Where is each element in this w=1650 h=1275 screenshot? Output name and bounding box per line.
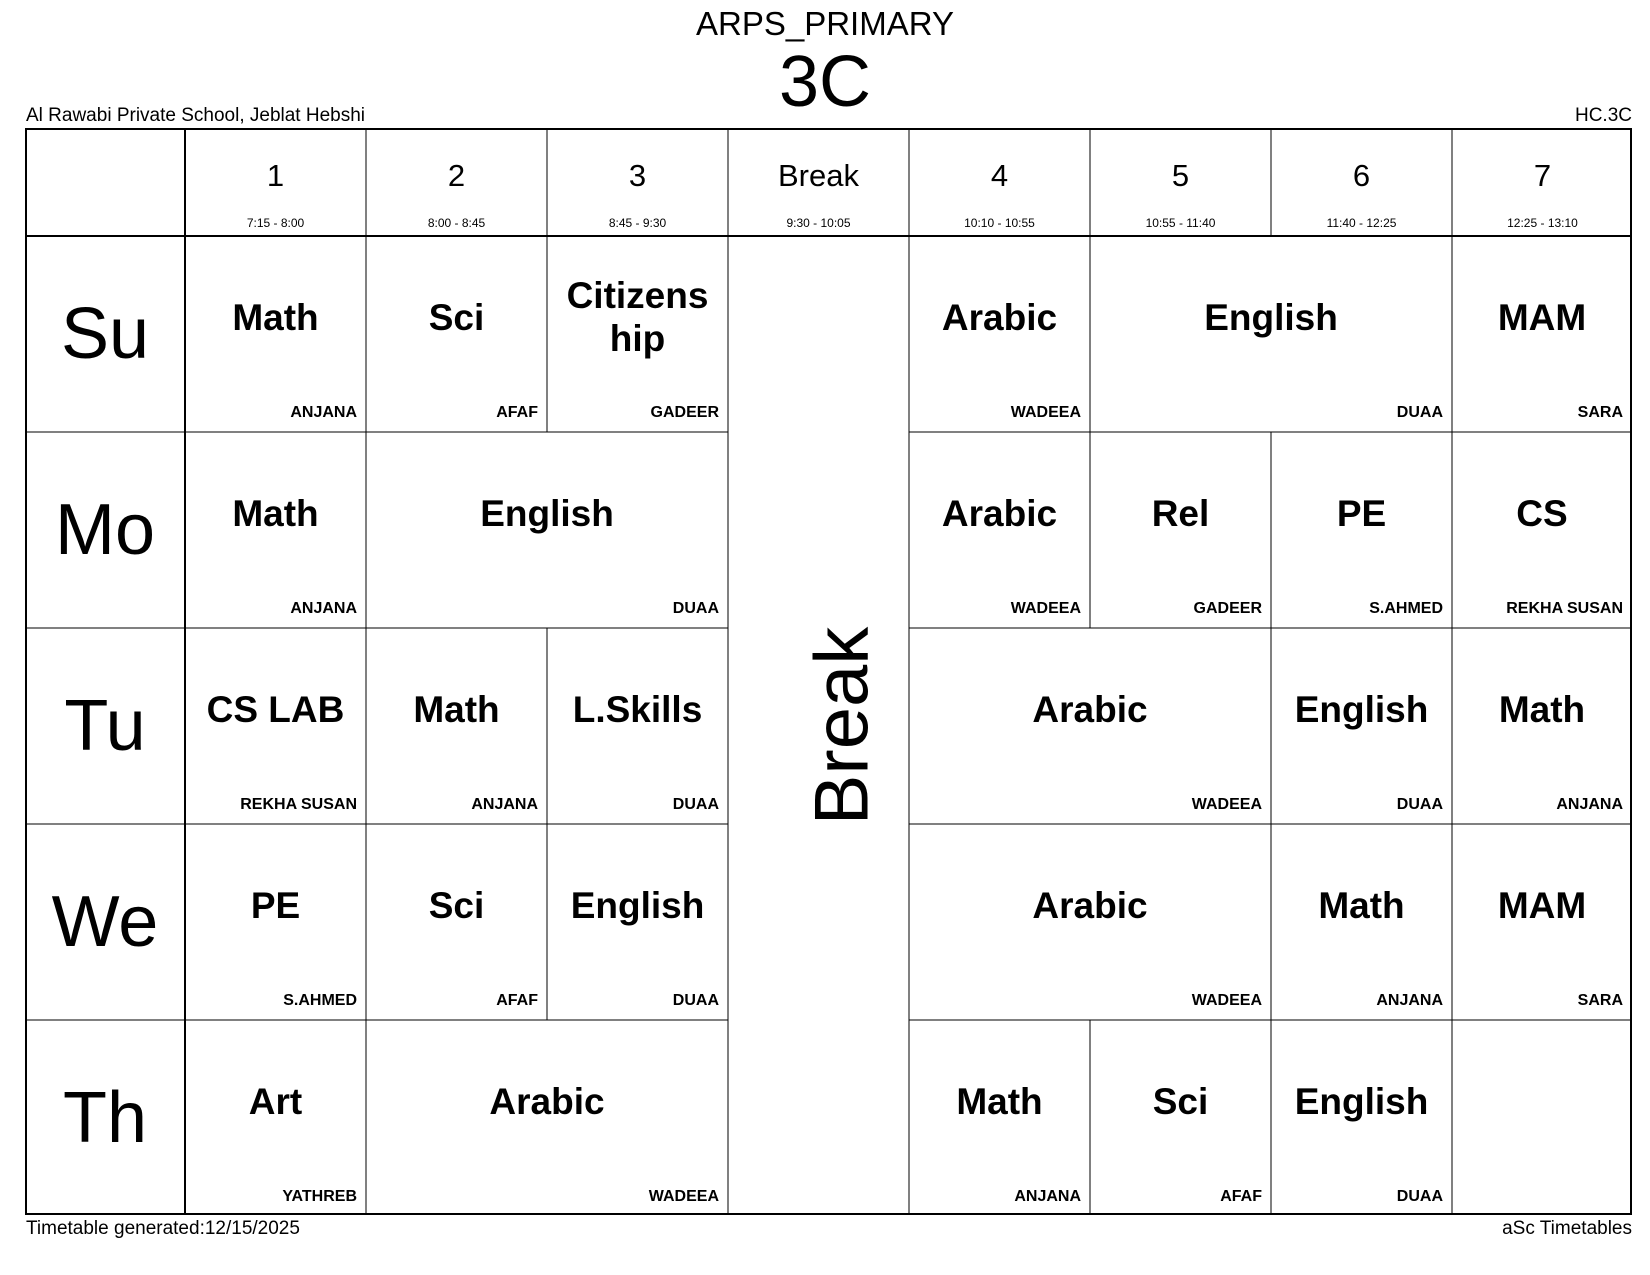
school-name: Al Rawabi Private School, Jeblat Hebshi — [26, 105, 366, 126]
lesson-teacher: ANJANA — [290, 600, 357, 617]
lesson-cell — [1271, 824, 1452, 1020]
lesson-subject: Math — [413, 688, 500, 730]
period-time: 8:00 - 8:45 — [427, 216, 486, 230]
lesson-subject: MAM — [1497, 296, 1587, 338]
lesson-subject: MAM — [1497, 884, 1587, 926]
lesson-cell — [185, 824, 366, 1020]
lesson-cell — [366, 236, 547, 432]
day-label: Th — [62, 1078, 148, 1158]
lesson-subject: Art — [248, 1080, 303, 1122]
day-label: Mo — [54, 490, 156, 570]
lesson-teacher: REKHA SUSAN — [1506, 600, 1623, 617]
lesson-cell — [1452, 628, 1632, 824]
lesson-subject: Arabic — [941, 492, 1058, 534]
lesson-cell — [1271, 1020, 1452, 1216]
timetable-grid — [25, 128, 1632, 1215]
period-label: 7 — [1533, 158, 1552, 193]
period-time: 8:45 - 9:30 — [608, 216, 667, 230]
lesson-subject: Sci — [1152, 1080, 1209, 1122]
lesson-subject: CS LAB — [206, 688, 345, 730]
period-label: Break — [778, 158, 859, 193]
lesson-subject: Math — [956, 1080, 1043, 1122]
lesson-teacher: WADEEA — [1191, 796, 1262, 813]
lesson-teacher: S.AHMED — [1369, 600, 1443, 617]
lesson-teacher: SARA — [1577, 992, 1623, 1009]
day-label: Tu — [64, 686, 146, 766]
lesson-cell — [1090, 432, 1271, 628]
lesson-teacher: AFAF — [496, 404, 538, 421]
lesson-teacher: ANJANA — [471, 796, 538, 813]
lesson-cell — [1271, 628, 1452, 824]
lesson-subject: Arabic — [489, 1080, 605, 1122]
period-label: 6 — [1352, 158, 1371, 193]
period-label: 3 — [628, 158, 647, 193]
lesson-subject: Arabic — [1032, 688, 1148, 730]
lesson-subject: L.Skills — [572, 688, 703, 730]
lesson-cell — [909, 824, 1271, 1020]
lesson-subject: PE — [1336, 492, 1387, 534]
lesson-cell — [1090, 1020, 1271, 1216]
lesson-subject: Math — [232, 296, 319, 338]
period-time: 11:40 - 12:25 — [1326, 216, 1397, 230]
period-label: 2 — [447, 158, 466, 193]
lesson-cell — [185, 1020, 366, 1216]
lesson-subject: English — [1204, 296, 1338, 338]
lesson-cell — [909, 1020, 1090, 1216]
lesson-cell — [1452, 236, 1632, 432]
lesson-subject: CS — [1516, 492, 1568, 534]
lesson-cell — [547, 824, 728, 1020]
lesson-teacher: ANJANA — [1014, 1188, 1081, 1205]
lesson-subject: Sci — [428, 884, 485, 926]
lesson-teacher: AFAF — [496, 992, 538, 1009]
lesson-teacher: REKHA SUSAN — [240, 796, 357, 813]
lesson-teacher: DUAA — [1396, 404, 1443, 421]
lesson-subject: Math — [1318, 884, 1405, 926]
period-label: 5 — [1171, 158, 1190, 193]
lesson-subject: Citizens hip — [566, 275, 709, 359]
organization-title: ARPS_PRIMARY — [696, 5, 954, 42]
lesson-teacher: DUAA — [672, 796, 719, 813]
lesson-cell — [366, 824, 547, 1020]
period-label: 4 — [990, 158, 1009, 193]
lesson-subject: English — [570, 884, 705, 926]
lesson-subject: Arabic — [1032, 884, 1148, 926]
lesson-cell — [366, 628, 547, 824]
class-title: 3C — [778, 42, 872, 122]
period-label: 1 — [266, 158, 285, 193]
lesson-subject: English — [1294, 688, 1429, 730]
lesson-cell — [909, 432, 1090, 628]
lesson-teacher: WADEEA — [1010, 600, 1081, 617]
lesson-teacher: ANJANA — [290, 404, 357, 421]
lesson-cell — [547, 236, 728, 432]
lesson-teacher: DUAA — [1396, 1188, 1443, 1205]
lesson-teacher: GADEER — [650, 404, 719, 421]
period-time: 9:30 - 10:05 — [786, 216, 851, 230]
lesson-teacher: ANJANA — [1376, 992, 1443, 1009]
lesson-subject: PE — [250, 884, 301, 926]
lesson-teacher: WADEEA — [1010, 404, 1081, 421]
lesson-teacher: S.AHMED — [283, 992, 357, 1009]
day-label: Su — [60, 294, 150, 374]
lesson-teacher: WADEEA — [1191, 992, 1262, 1009]
lesson-cell — [1452, 432, 1632, 628]
period-time: 10:55 - 11:40 — [1145, 216, 1216, 230]
lesson-subject: English — [1294, 1080, 1429, 1122]
lesson-cell — [185, 432, 366, 628]
lesson-teacher: YATHREB — [282, 1188, 357, 1205]
lesson-cell — [909, 628, 1271, 824]
lesson-cell — [185, 236, 366, 432]
lesson-teacher: DUAA — [672, 992, 719, 1009]
lesson-teacher: AFAF — [1220, 1188, 1262, 1205]
break-label: Break — [799, 626, 885, 825]
lesson-subject: Math — [232, 492, 319, 534]
lesson-cell — [1090, 236, 1452, 432]
class-code: HC.3C — [1574, 105, 1632, 126]
lesson-cell — [1271, 432, 1452, 628]
lesson-subject: Arabic — [941, 296, 1058, 338]
period-time: 10:10 - 10:55 — [964, 216, 1035, 230]
lesson-subject: English — [480, 492, 614, 534]
period-time: 7:15 - 8:00 — [246, 216, 305, 230]
lesson-cell — [185, 628, 366, 824]
lesson-cell — [547, 628, 728, 824]
lesson-cell — [909, 236, 1090, 432]
lesson-subject: Rel — [1151, 492, 1210, 534]
lesson-cell — [366, 1020, 728, 1216]
lesson-subject: Sci — [428, 296, 485, 338]
lesson-teacher: GADEER — [1193, 600, 1262, 617]
lesson-teacher: ANJANA — [1556, 796, 1623, 813]
period-time: 12:25 - 13:10 — [1507, 216, 1578, 230]
lesson-cell — [366, 432, 728, 628]
generated-date: Timetable generated:12/15/2025 — [26, 1218, 300, 1239]
break-column — [752, 236, 933, 1215]
lesson-subject: Math — [1498, 688, 1586, 730]
lesson-teacher: DUAA — [672, 600, 719, 617]
day-label: We — [51, 882, 159, 962]
lesson-cell — [1452, 824, 1632, 1020]
lesson-teacher: DUAA — [1396, 796, 1443, 813]
software-name: aSc Timetables — [1502, 1218, 1632, 1239]
lesson-teacher: WADEEA — [648, 1188, 719, 1205]
lesson-teacher: SARA — [1577, 404, 1623, 421]
